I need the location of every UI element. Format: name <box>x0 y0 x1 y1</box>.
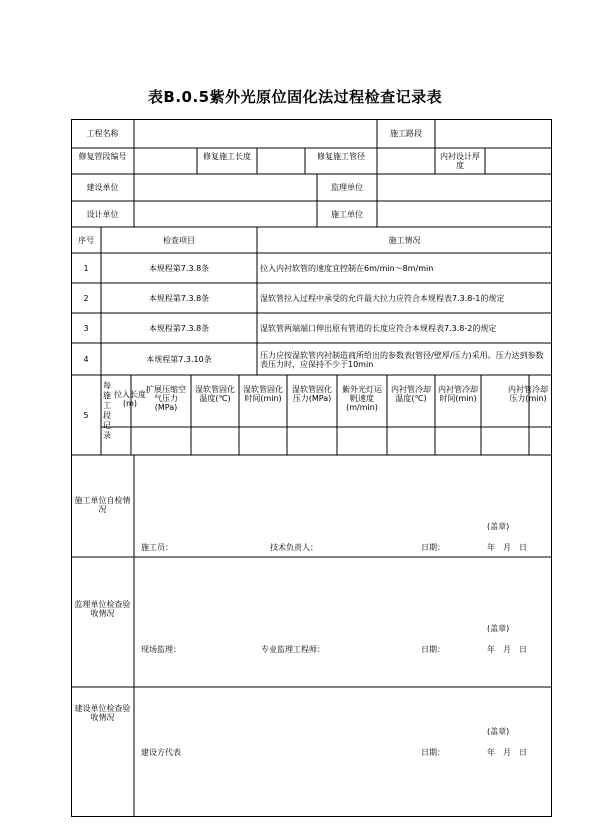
col-status-header: 施工情况 <box>388 236 421 245</box>
label-repair-diameter: 修复施工管径 <box>317 152 365 161</box>
param-header: 内衬管冷却温度(℃) <box>391 385 431 403</box>
row-status: 湿软管拉入过程中承受的允许最大拉力应符合本规程表7.3.8-1的规定 <box>260 294 505 303</box>
label-road-section: 施工路段 <box>390 129 422 138</box>
row-seq: 4 <box>83 355 89 364</box>
label-project-name: 工程名称 <box>86 129 119 138</box>
page-title: 表B.0.5紫外光原位固化法过程检查记录表 <box>147 88 443 106</box>
row-status: 压力应按湿软管内衬制造商所给出的参数表(管径/壁厚/压力)采用。压力达到参数表压力时，应保持不少于10min <box>260 351 544 369</box>
row5-label: 每施工段记录 <box>103 381 111 440</box>
date-ymd: 年 月 日 <box>487 748 527 757</box>
label-design-unit: 设计单位 <box>86 210 119 219</box>
label-supervise-unit: 监理单位 <box>331 183 363 192</box>
row-status: 湿软管两端端口伸出原有管道的长度应符合本规程表7.3.8-2的规定 <box>260 324 497 333</box>
section-label: 监理单位检查验收情况 <box>74 600 131 618</box>
param-header: 紫外光灯运帆速度(m/min) <box>342 385 382 412</box>
inspection-form <box>71 119 552 817</box>
date-ymd: 年 月 日 <box>487 645 527 654</box>
date-label: 日期： <box>421 645 445 654</box>
param-header: 湿软管固化时间(min) <box>243 385 283 403</box>
param-header: 湿软管固化压力(MPa) <box>292 385 332 403</box>
param-header: 拉入长度(m) <box>114 390 146 408</box>
signer-label: 施工员： <box>141 543 173 552</box>
seal-text: (盖章) <box>487 727 510 736</box>
label-build-unit: 建设单位 <box>86 183 119 192</box>
row-seq: 3 <box>83 324 89 333</box>
col-seq-header: 序号 <box>78 236 94 245</box>
form-grid-lines <box>71 119 552 817</box>
row-item: 本规程第7.3.10条 <box>146 355 212 364</box>
date-ymd: 年 月 日 <box>487 543 527 552</box>
param-header: 扩展压缩空气压力(MPa) <box>146 385 186 412</box>
row-item: 本规程第7.3.8条 <box>148 264 210 273</box>
param-header: 内衬管冷却时间(min) <box>438 385 478 403</box>
signer-label: 技术负责人： <box>270 543 318 552</box>
date-label: 日期： <box>421 543 445 552</box>
seal-text: (盖章) <box>487 522 510 531</box>
row-seq: 1 <box>83 264 89 273</box>
row-seq: 2 <box>83 294 89 303</box>
row-item: 本规程第7.3.8条 <box>148 294 210 303</box>
row-seq: 5 <box>83 411 89 420</box>
signer-label: 现场监理： <box>141 645 181 654</box>
signer-label: 专业监理工程师： <box>261 645 325 654</box>
signer-label: 建设方代表 <box>141 748 181 757</box>
param-header: 湿软管固化温度(℃) <box>195 385 235 403</box>
label-repair-pipe-no: 修复管段编号 <box>78 152 127 161</box>
date-label: 日期： <box>421 748 445 757</box>
label-construct-unit: 施工单位 <box>331 210 363 219</box>
col-item-header: 检查项目 <box>163 236 195 245</box>
label-liner-thickness: 内衬设计厚度 <box>440 152 480 170</box>
param-header: 内衬管冷却压力(min) <box>508 385 548 403</box>
section-label: 施工单位自检情况 <box>74 496 131 514</box>
row-item: 本规程第7.3.8条 <box>148 324 210 333</box>
seal-text: (盖章) <box>487 624 510 633</box>
row-status: 拉入内衬软管的速度宜控制在6m/min～8m/min <box>260 264 434 273</box>
label-repair-length: 修复施工长度 <box>203 152 251 161</box>
section-label: 建设单位检查验收情况 <box>74 704 131 722</box>
